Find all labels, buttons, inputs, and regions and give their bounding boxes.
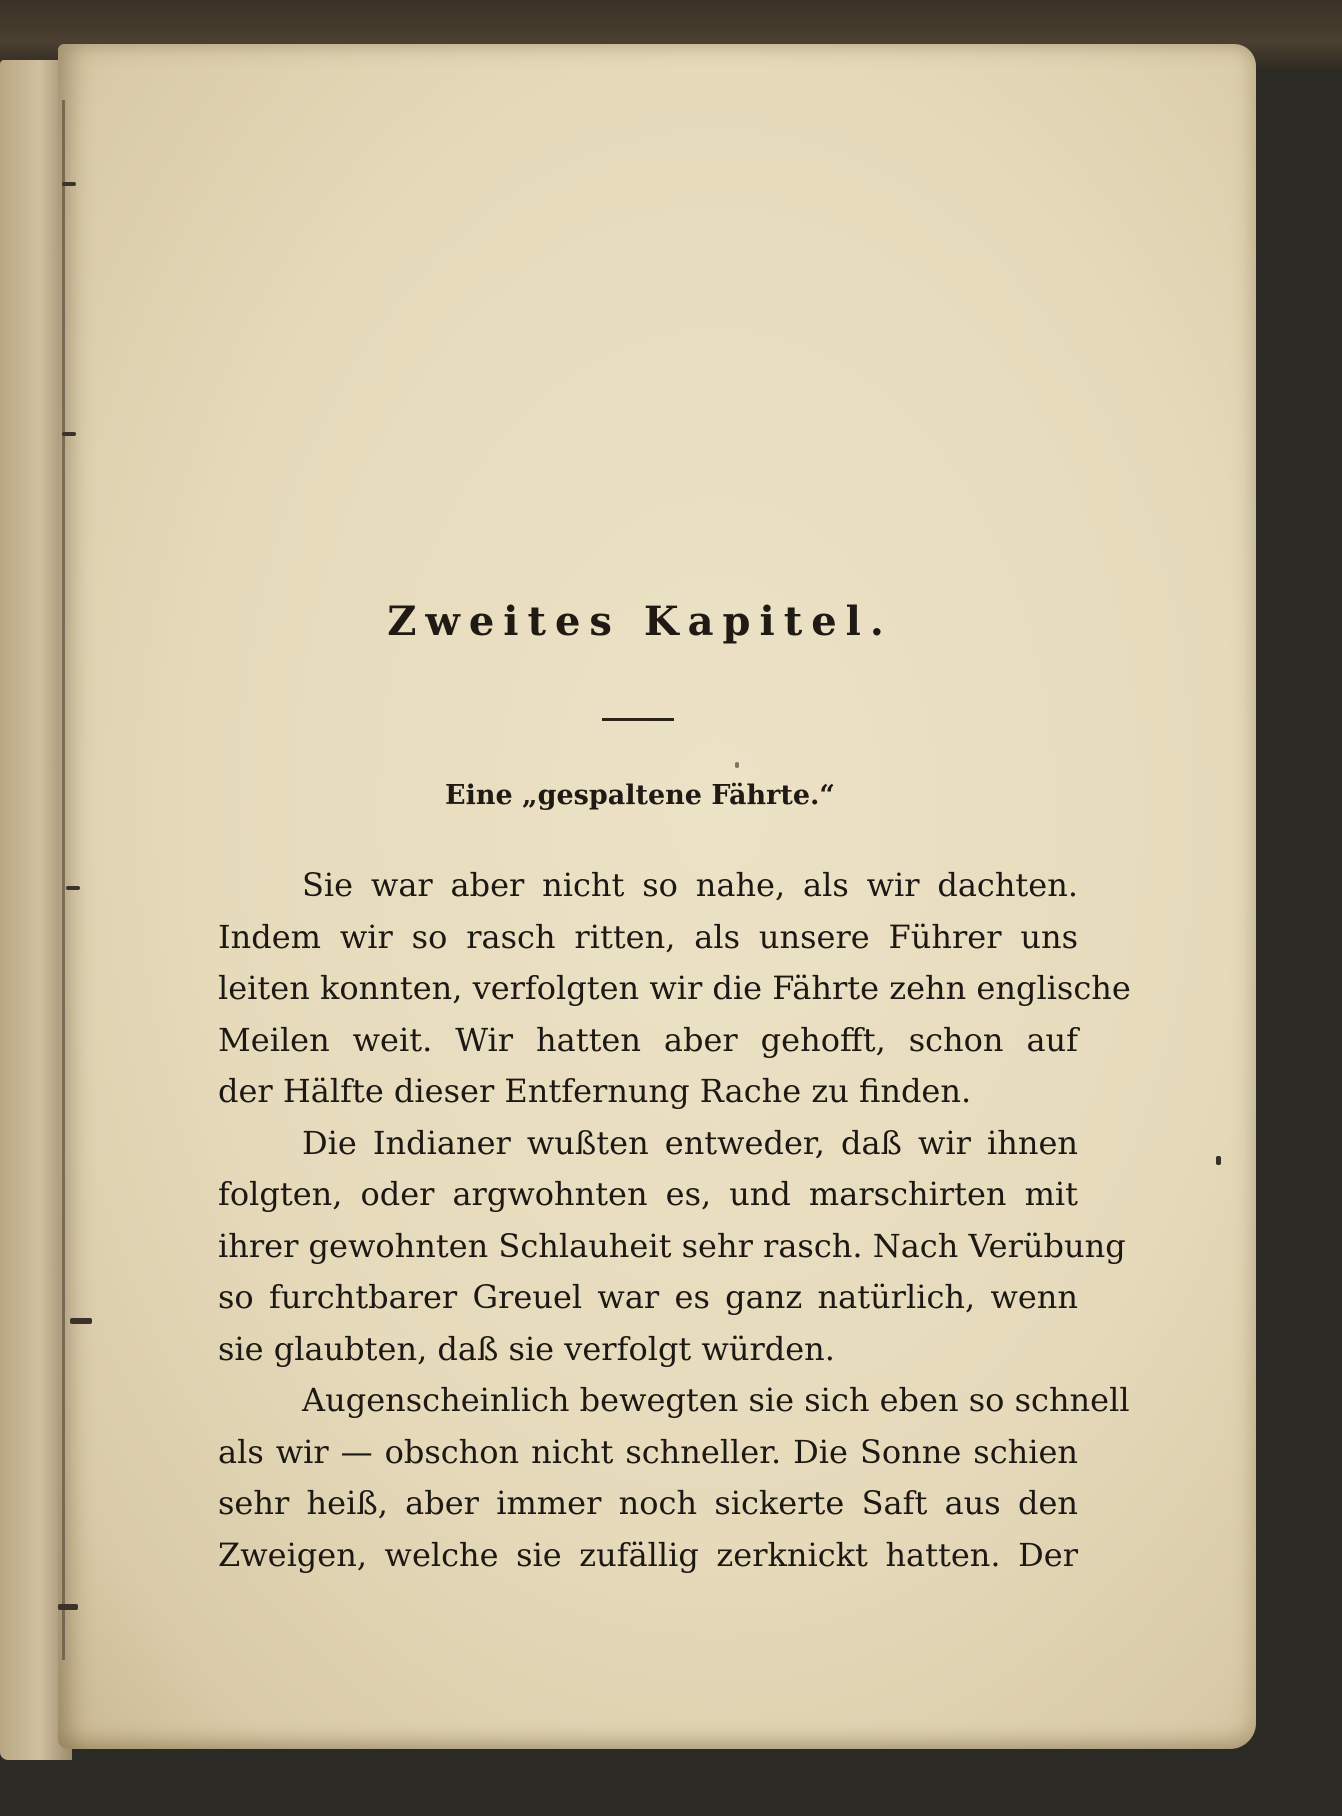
text-line: so furchtbarer Greuel war es ganz natürlich, wenn [218, 1278, 1078, 1316]
ink-speck [735, 762, 739, 768]
text-line: Sie war aber nicht so nahe, als wir dachten. [302, 866, 1078, 904]
binding-stitch [70, 1318, 92, 1324]
chapter-title: Zweites Kapitel. [387, 598, 893, 645]
text-line: Meilen weit. Wir hatten aber gehofft, schon auf [218, 1020, 1078, 1059]
text-line: sehr heiß, aber immer noch sickerte Saft aus den [218, 1484, 1078, 1522]
text-line: Augenscheinlich bewegten sie sich eben so schnell [302, 1381, 1130, 1419]
body-text [218, 860, 1131, 1581]
paragraph [218, 860, 1131, 1118]
chapter-subtitle: Eine „gespaltene Fährte.“ [445, 780, 835, 811]
text-line: als wir — obschon nicht schneller. Die Sonne schien [218, 1432, 1078, 1471]
paragraph [218, 1118, 1126, 1376]
text-line: folgten, oder argwohnten es, und marschirten mit [218, 1175, 1078, 1213]
paragraph [218, 1375, 1130, 1581]
text-line: Zweigen, welche sie zufällig zerknickt hatten. Der [218, 1535, 1078, 1574]
binding-stitch [66, 886, 80, 890]
binding-stitch [62, 432, 76, 436]
binding-stitch [62, 182, 76, 186]
text-line: leiten konnten, verfolgten wir die Fährte zehn englische [218, 969, 1131, 1007]
title-divider [602, 718, 674, 721]
text-line: sie glaubten, daß sie verfolgt würden. [218, 1329, 835, 1368]
text-line: der Hälfte dieser Entfernung Rache zu finden. [218, 1072, 972, 1110]
page-gutter [62, 100, 65, 1660]
text-line: ihrer gewohnten Schlauheit sehr rasch. Nach Verübung [218, 1226, 1126, 1265]
binding-stitch [58, 1604, 78, 1610]
text-line: Die Indianer wußten entweder, daß wir ihnen [302, 1123, 1078, 1162]
ink-speck [1216, 1156, 1221, 1165]
text-line: Indem wir so rasch ritten, als unsere Führer uns [218, 917, 1078, 956]
